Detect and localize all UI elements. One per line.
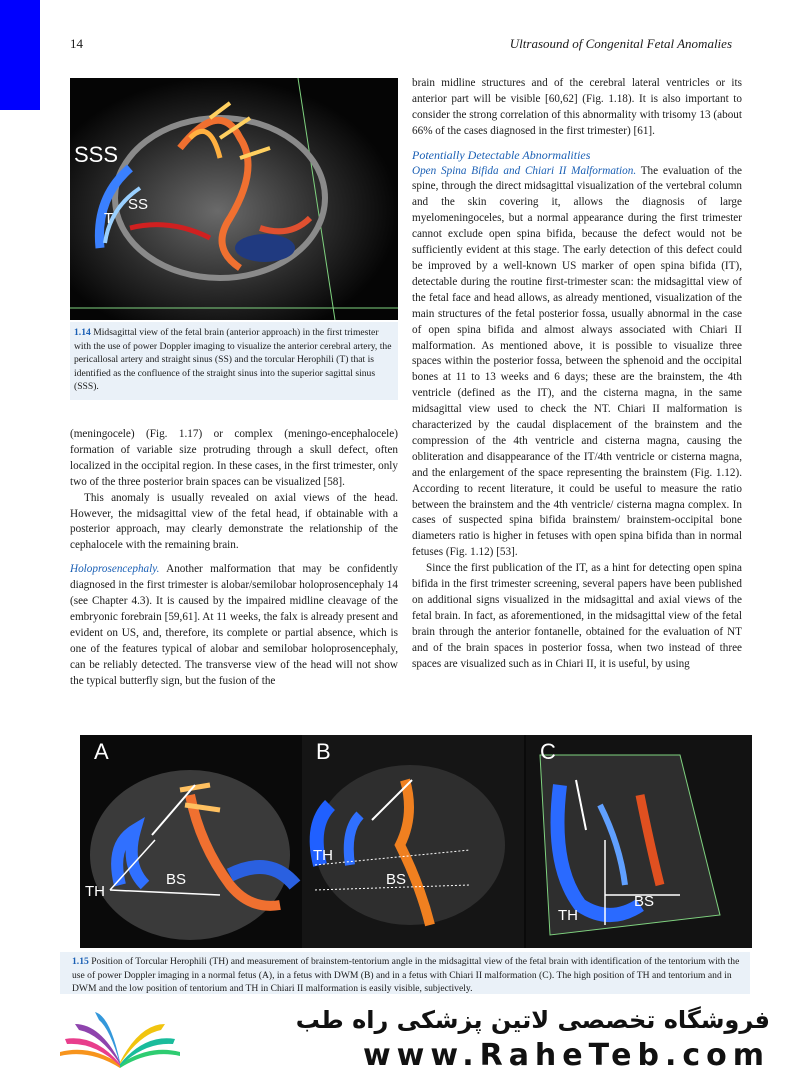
caption-text: Midsagittal view of the fetal brain (anterior approach) in the first trimester with the use of power Doppler imaging to visualize the anterior cerebral artery, the pericallosal artery and straight sinus (SS) and the torcular Herophili (T) that is identified as the confluence of the straight sinus into the superior sagittal sinus (SSS).: [74, 327, 392, 393]
caption-number: 1.14: [74, 327, 91, 338]
paragraph: [412, 164, 742, 562]
running-title: Ultrasound of Congenital Fetal Anomalies: [509, 36, 732, 51]
right-column: [412, 76, 742, 673]
panel-c-letter: C: [540, 739, 556, 764]
figure-1-15-image: [80, 735, 752, 948]
doppler-brain-graphic: [70, 78, 398, 320]
figure-1-15-caption: [60, 952, 750, 994]
paragraph: Since the first publication of the IT, as a hint for detecting open spina bifida in the first trimester screening, several papers have been published on additional signs visualized in the midsagittal and axial views of the fetal brain. In fact, as aforementioned, in the midsagittal view of the fetal brain through the anterior fontanelle, obtained for the evaluation of NT and of the brain spaces in posterior fossa, when two instead of three spaces are visualized such as in Chiari II, it is useful, by using: [412, 562, 742, 670]
page-number: 14: [70, 36, 83, 51]
caption-number: 1.15: [72, 956, 89, 967]
doppler-panels-graphic: [80, 735, 752, 948]
t-label: T: [104, 210, 114, 227]
subheading: Open Spina Bifida and Chiari II Malformation.: [412, 164, 637, 177]
panel-b-bs-label: BS: [386, 871, 407, 888]
paragraph-text: The evaluation of the spine, through the direct midsagittal visualization of the vertebral column and the skin covering it, allows the diagnosis of large myelomeningoceles, but a normal appearance during the first trimester cannot exclude open spina bifida, because the defect would not be sufficiently evident at this stage. The early detection of this defect could be improved by a well-known US marker of open spina bifida (IT), detectable during the routine first-trimester scan: the midsagittal view of the fetal face and head allows, as already mentioned, visualization of the main structures of the fetal posterior fossa, usually abnormal in the case of open spina bifida and almost always associated with Chiari II malformation. As mentioned above, it is possible to visualize three spaces within the posterior fossa, between the sphenoid and the occipital bones at 11 to 13 weeks and 6 days; these are the brainstem, the 4th ventricle (defined as the IT), and the cisterna magna, in the same midsagittal view used to check the NT. Chiari II malformation is characterized by the caudal displacement of the brainstem and the compression of the 4th ventricle and cisterna magna, causing the obliteration and disappearance of the IT/4th ventricle or cisterna magna, and the enlargement of the space representing the brainstem (Fig. 1.12). According to recent literature, it could be useful to measure the ratio between the brainstem and the 4th ventricle/ cisterna magna complex. In cases of suspected spina bifida brainstem/ brainstem-occipital bone diameters ratio is higher in fetuses with open spina bifida than in normal fetuses (Fig. 1.12) [53].: [412, 164, 742, 559]
panel-c-th-label: TH: [558, 907, 578, 924]
ss-label: SS: [128, 196, 149, 213]
panel-b-th-label: TH: [313, 847, 333, 864]
panel-a-bs-label: BS: [166, 871, 187, 888]
chapter-tab: [0, 0, 40, 110]
subheading: Holoprosencephaly.: [70, 563, 160, 576]
panel-a-th-label: TH: [85, 883, 105, 900]
panel-a-letter: A: [94, 739, 109, 764]
watermark-url: www.RaheTeb.com: [362, 1038, 770, 1073]
figure-1-14-caption: [70, 322, 398, 400]
sss-label: SSS: [74, 142, 119, 167]
paragraph: (meningocele) (Fig. 1.17) or complex (meningo-encephalocele) formation of variable size protruding through a skull defect, often localized in the occipital region. In these cases, in the first trimester, only two of the three posterior brain spaces can be visualized [58].: [70, 428, 398, 488]
caption-text: Position of Torcular Herophili (TH) and measurement of brainstem-tentorium angle in the midsagittal view of the fetal brain with identification of the tentorium with the use of power Doppler imaging in a normal fetus (A), in a fetus with DWM (B) and in a fetus with Chiari II malformation (C). The high position of TH and tentorium and in DWM and the low position of tentorium and TH in Chiari II malformation is easily visible, subjectively.: [72, 956, 740, 994]
watermark-banner: [0, 994, 810, 1080]
panel-c-bs-label: BS: [634, 893, 655, 910]
paragraph: This anomaly is usually revealed on axial views of the head. However, the midsagittal view of the fetal head, if obtainable with a posterior approach, may clearly demonstrate the relationship of the cephalocele with the remaining brain.: [70, 491, 398, 552]
panel-b-letter: B: [316, 739, 331, 764]
figure-1-14-image: [70, 78, 398, 320]
book-logo-icon: [55, 1004, 185, 1074]
watermark-persian: فروشگاه تخصصی لاتین پزشکی راه طب: [295, 1006, 770, 1034]
left-column: [70, 427, 398, 690]
paragraph: brain midline structures and of the cerebral lateral ventricles or its anterior part will be visible [60,62] (Fig. 1.18). It is also important to consider the strong correlation of this abnormality with trisomy 13 (about 66% of the cases diagnosed in the first trimester) [61].: [412, 77, 742, 137]
section-heading: Potentially Detectable Abnormalities: [412, 147, 591, 162]
paragraph: [70, 562, 398, 689]
paragraph-text: Another malformation that may be confidently diagnosed in the first trimester is alobar/semilobar holoprosencephaly 14 (see Chapter 4.3). It is caused by the impaired midline cleavage of the embryonic forebrain [59,61]. At 11 weeks, the falx is already present and evident on US, and, therefore, its complete or partial absence, which is one of the features typical of alobar and semilobar holoprosencephaly, can be reliably detected. The transverse view of the head will not show the typical butterfly sign, but the fusion of the: [70, 563, 398, 687]
